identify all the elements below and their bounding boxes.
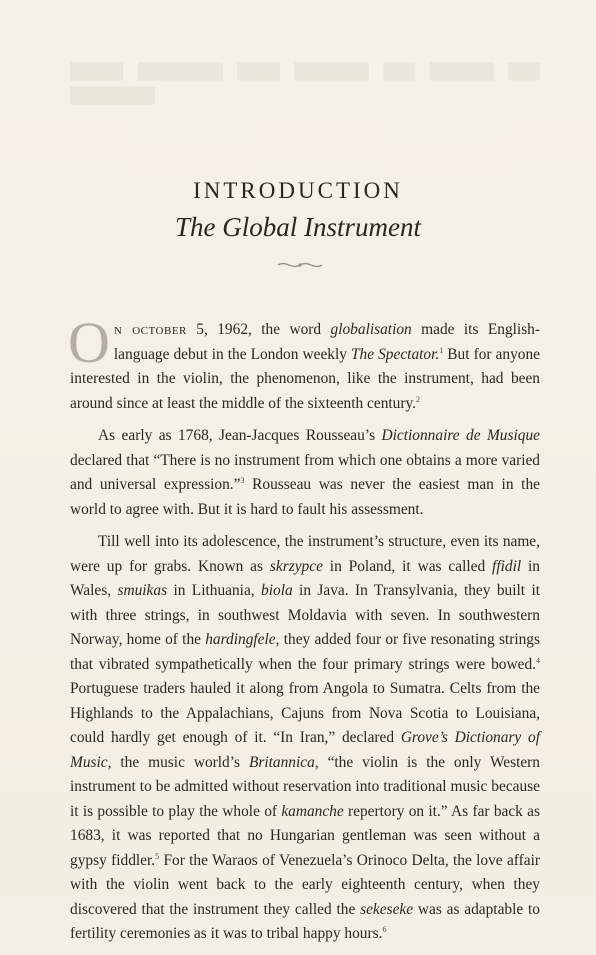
paragraph-1: On october 5, 1962, the word globalisation made its English-language debut in the London weekly The Spectator.$^1$ But for anyone interested in the violin, the phenomenon, like the instrument, had been around since at least the middle of the sixteenth century.$^2$: [68, 310, 541, 412]
footnote-ref: 5: [155, 851, 160, 861]
footnote-ref: 3: [240, 475, 245, 485]
paragraph-3: Till well into its adolescence, the instrument’s structure, even its name, were up for grabs. Known as skrzypce in Poland, it was called ffidil in Wales, smuikas in Lithuania, biola in Java. In Transylvania, they built it with three strings, in southwest Moldavia with seven. In southwestern Norway, home of the hardingfele, they added four or five resonating strings that vibrated sympathetically when the four primary strings were bowed.$^4$ Portuguese traders hauled it along from Angola to Sumatra. Celts from the Highlands to the Appalachians, Cajuns from Nova Scotia to Louisiana, could hardly get enough of it. “In Iran,” declared Grove’s Dictionary of Music, the music world’s Britannica, “the violin is the only Western instrument to be admitted without reservation into traditional music because it is possible to play the whole of kamanche repertory on it.” As far back as 1683, it was reported that no Hungarian gentleman was seen without a gypsy fiddler.$^5$ For the Waraos of Venezuela’s Orinoco Delta, the love affair with the violin went back to the early eighteenth century, when they discovered that the instrument they called the sekeseke was as adaptable to fertility ceremonies as it was to tribal happy hours.$^6$: [70, 533, 541, 942]
show-through-text: █████ ████████ ████ ███████ ███ ██████ ███ ████████: [70, 64, 540, 104]
footnote-ref: 1: [439, 345, 444, 355]
footnote-ref: 6: [382, 924, 387, 934]
footnote-ref: 2: [416, 394, 421, 404]
body-text: [68, 310, 541, 955]
chapter-heading: INTRODUCTION: [193, 178, 403, 203]
drop-cap: O: [68, 310, 110, 375]
paragraph-2: As early as 1768, Jean-Jacques Rousseau’s Dictionnaire de Musique declared that “There is no instrument from which one obtains a more varied and universal expression.”$^3$ Rousseau was never the easiest man in the world to agree with. But it is hard to fault his assessment.: [70, 427, 540, 518]
chapter-subtitle: The Global Instrument: [175, 212, 421, 242]
footnote-ref: 4: [536, 655, 540, 665]
flourish-ornament-icon: [276, 258, 324, 272]
